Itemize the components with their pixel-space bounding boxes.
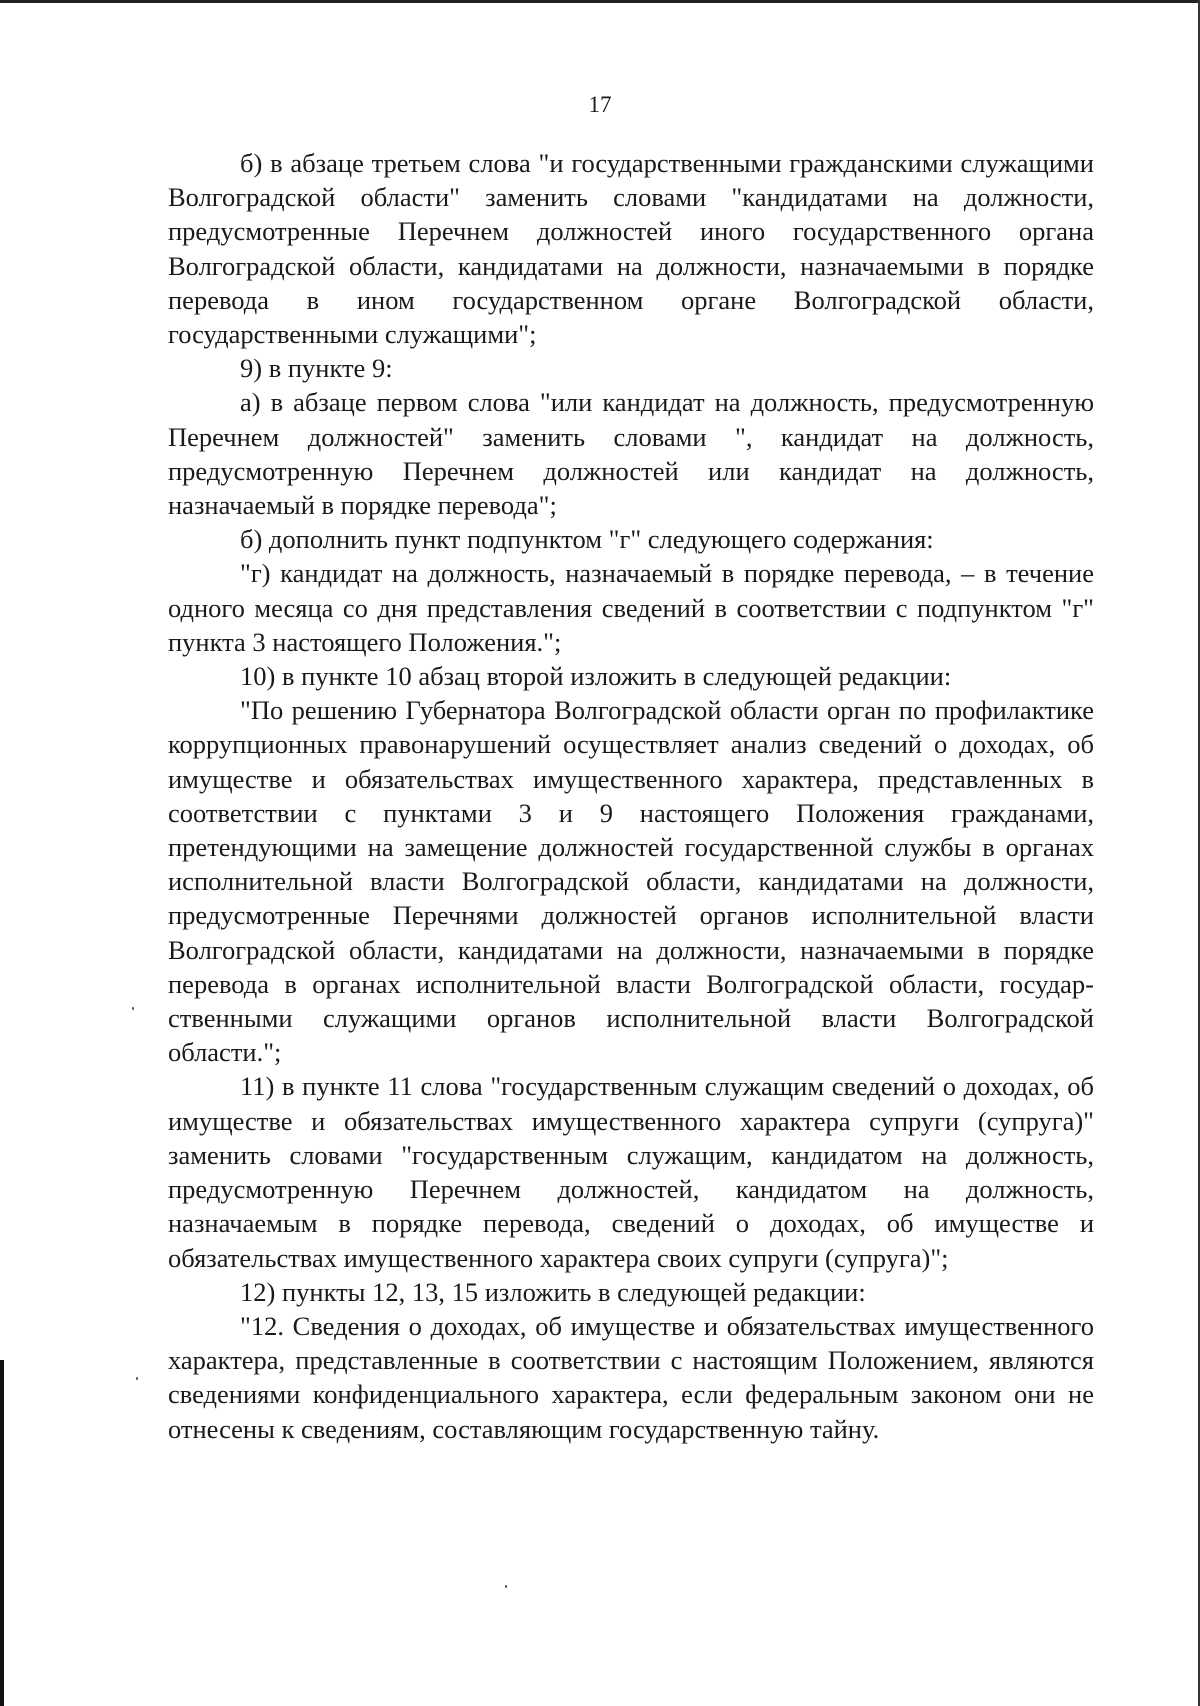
paragraph-punkt-11: 11) в пункте 11 слова "государственным служащим сведений о доходах, об имуществе и обязательствах имущественного характера супруги (супруга)" заменить словами "государственным служащим, кандидатом на должность, предусмотренную Перечнем должностей, кандидатом на должность, назначаемым в порядке перевода, сведений о доходах, об имуществе и обязательствах имущественного характера своих супруги (супруга)"; xyxy=(168,1071,1094,1273)
document-body xyxy=(168,146,1094,1446)
scan-speck xyxy=(505,1585,507,1588)
page-number: 17 xyxy=(588,92,612,117)
scan-edge-left xyxy=(0,1360,4,1706)
scan-edge-top xyxy=(0,0,1200,3)
paragraph-b-abzac-tretiy: б) в абзаце третьем слова "и государственными гражданскими служащими Волгоградской области" заменить словами "кандидатами на должности, предусмотренные Перечнем должностей иного государственного органа Волгоградской области, кандидатами на должности, назначаемыми в порядке перевода в ином государственном органе Волгоградской области, государственными служащими"; xyxy=(168,148,1094,350)
scan-speck xyxy=(132,1007,134,1010)
paragraph-b-dopolnit: б) дополнить пункт подпунктом "г" следующего содержания: xyxy=(240,524,934,555)
paragraph-g-kandidat: "г) кандидат на должность, назначаемый в порядке перевода, – в течение одного месяца со дня представления сведений в соответствии с подпунктом "г" пункта 3 настоящего Положения."; xyxy=(168,558,1094,657)
paragraph-punkty-12-13-15: 12) пункты 12, 13, 15 изложить в следующей редакции: xyxy=(240,1276,866,1307)
paragraph-punkt-9: 9) в пункте 9: xyxy=(240,353,393,384)
paragraph-punkt-10: 10) в пункте 10 абзац второй изложить в следующей редакции: xyxy=(240,661,952,692)
paragraph-a-abzac-perviy: а) в абзаце первом слова "или кандидат на должность, предусмотренную Перечнем должностей" заменить словами ", кандидат на должность, предусмотренную Перечнем должностей или кандидат на должность, назначаемый в порядке перевода"; xyxy=(168,387,1094,521)
paragraph-po-resheniyu: "По решению Губернатора Волгоградской области орган по профилактике коррупционных правонарушений осуществляет анализ сведений о доходах, об имуществе и обязательствах имущественного характера, представленных в соответствии с пунктами 3 и 9 настоящего Положения гражданами, претендующими на замещение должностей государственной службы в органах исполнительной власти Волгоградской области, кандидатами на должности, предусмотренные Перечнями должностей органов исполнительной власти Волгоградской области, кандидатами на должности, назначаемыми в порядке перевода в органах исполнительной власти Волгоградской области, государ-ственными служащими органов исполнительной власти Волгоградской области."; xyxy=(168,695,1094,1068)
paragraph-12-svedeniya: "12. Сведения о доходах, об имуществе и обязательствах имущественного характера, представленные в соответствии с настоящим Положением, являются сведениями конфиденциального характера, если федеральным законом они не отнесены к сведениям, составляющим государственную тайну. xyxy=(168,1310,1094,1444)
scan-speck xyxy=(136,1377,138,1380)
